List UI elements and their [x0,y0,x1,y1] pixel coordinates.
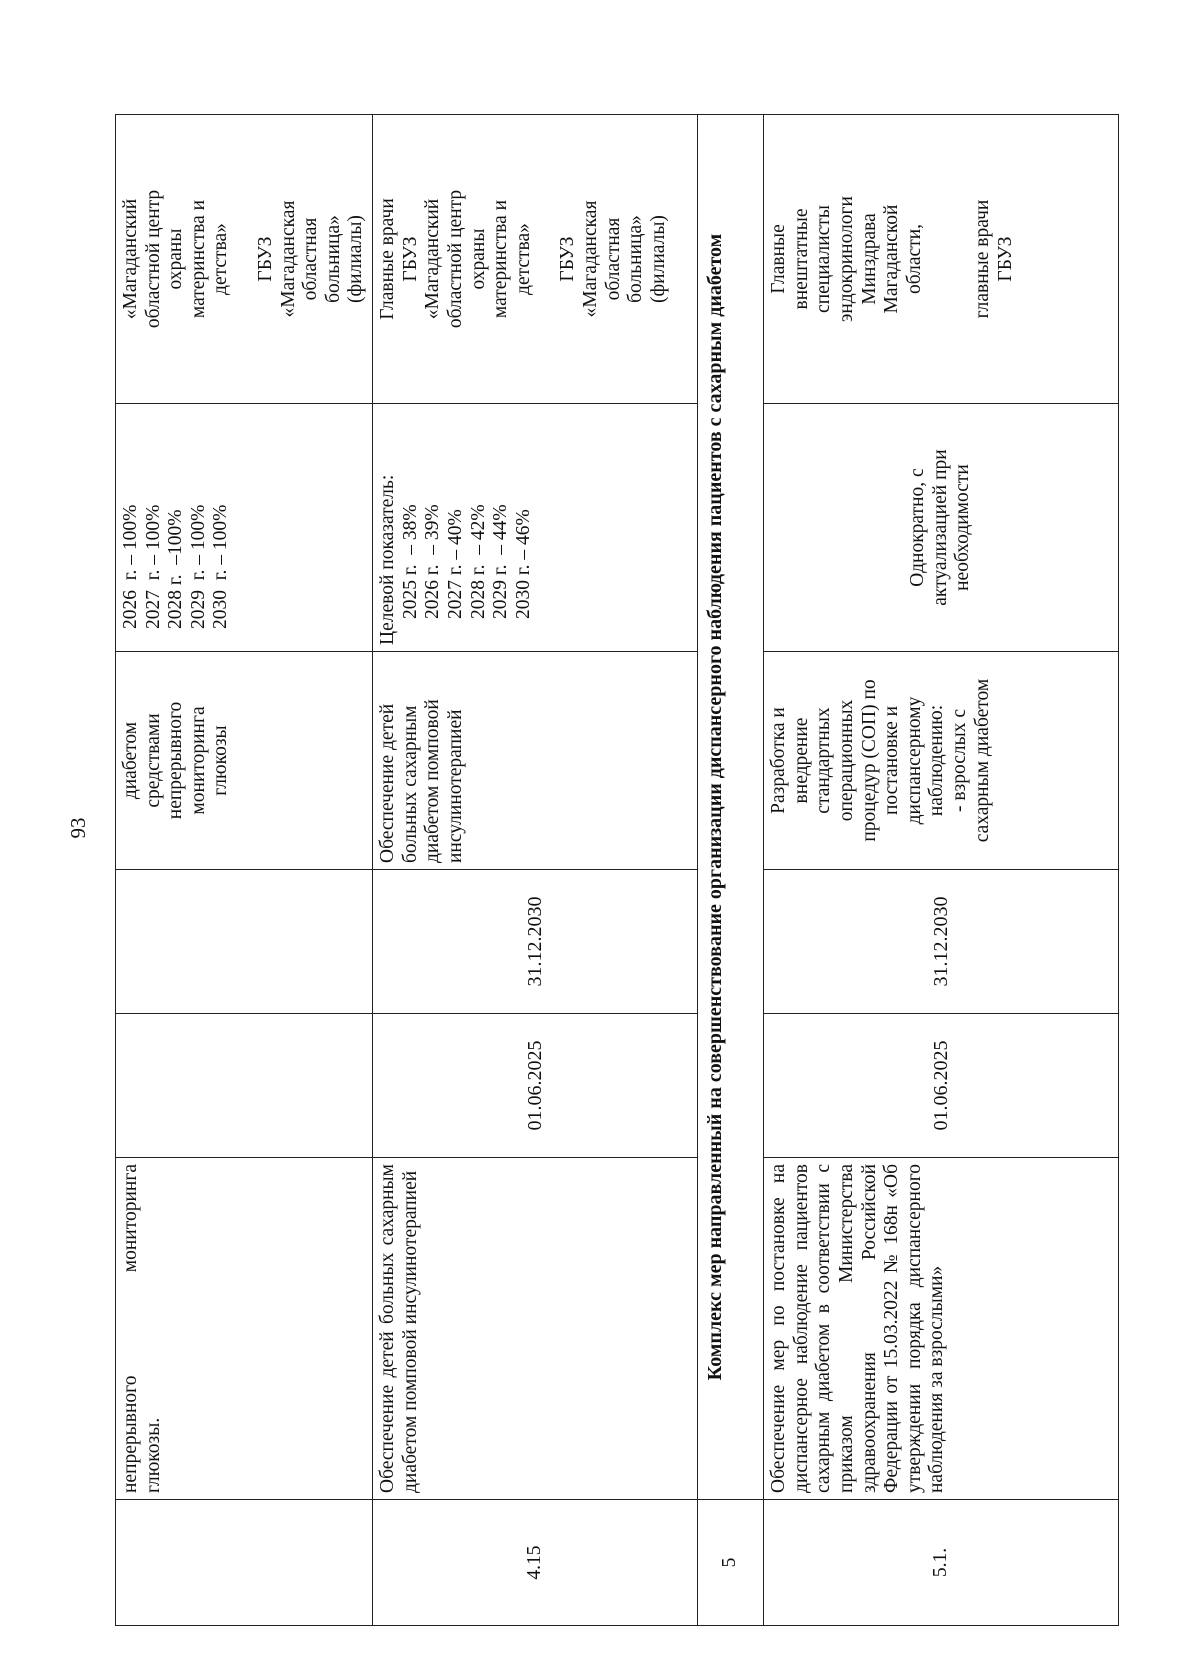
target-line: 2028 г. – 42% [467,504,489,619]
target-line: 2030 г. – 46% [512,509,534,619]
responsible-line: детства» [210,223,232,295]
responsible-line: ГБУЗ [557,236,579,282]
document-table-frame [115,115,1059,1626]
responsible-line: ГБУЗ [399,236,421,282]
spacer [233,121,255,397]
responsible-line: Минздрава [858,213,880,305]
expected-result: Разработка и внедрение стандартных операционных процедур (СОП) по постановке и диспансерному наблюдению: - взрослых с сахарным диабетом [764,652,1119,870]
responsible-line: областная [300,217,322,301]
target-line: 2027 г. – 40% [444,509,466,619]
responsible-line: Главные врачи [377,198,399,320]
responsible-line: ГБУЗ [255,236,277,282]
page-number: 93 [66,817,90,839]
start-date: 01.06.2025 [764,1014,1119,1158]
measure-name: Обеспечение мер по постановке на диспансерное наблюдение пациентов сахарным диабетом в соответствии с приказом Министерства здравоохранения Российской Федерации от 15.03.2022 № 168н «Об утверждении порядка диспансерного наблюдения за взрослыми» [764,1158,1119,1500]
responsible-line: охраны [165,228,187,290]
responsible-line: ГБУЗ [994,236,1016,282]
responsible-line: материнства и [187,199,209,319]
responsible-line: Главные [768,224,790,294]
end-date: 31.12.2030 [764,870,1119,1014]
target-cell [373,404,698,652]
responsible-line: (филиалы) [345,215,367,303]
start-date-cell [116,1014,373,1158]
target-line: 2030 г. – 100% [210,504,232,629]
responsible-line: больница» [625,215,647,303]
responsible-line: областной центр [142,189,164,329]
measure-name-part: непрерывного [120,1375,141,1493]
row-number: 4.15 [373,1500,698,1626]
row-number: 5.1. [764,1500,1119,1626]
responsible-line: больница» [322,215,344,303]
result-cell: диабетом средствами непрерывного мониторинга глюкозы [116,652,373,870]
end-date: 31.12.2030 [373,870,698,1014]
row-number-cell [116,1500,373,1626]
target-line: 2027 г. – 100% [142,504,164,629]
responsible-cell [116,115,373,404]
target-line: 2025 г. – 38% [399,504,421,619]
spacer [535,121,557,397]
target-cell: Однократно, с актуализацией при необходимости [764,404,1119,652]
responsible-cell [373,115,698,404]
expected-result: Обеспечение детей больных сахарным диабетом помповой инсулинотерапией [373,652,698,870]
responsible-line: области, [903,223,925,295]
responsible-line: «Магаданская [277,200,299,318]
target-line: 2029 г. – 100% [187,504,209,629]
responsible-line: «Магаданская [579,200,601,318]
responsible-line: областная [602,217,624,301]
target-line: 2026 г. – 39% [422,504,444,619]
responsible-line: детства» [512,223,534,295]
responsible-line: специалисты [813,205,835,313]
responsible-line: «Магаданский [422,198,444,320]
responsible-line: областной центр [444,189,466,329]
end-date-cell [116,870,373,1014]
measures-table [115,114,1119,1626]
measure-name-part: мониторинга [120,1164,141,1273]
responsible-line: «Магаданский [120,198,141,320]
measure-name-cell [116,1158,373,1500]
responsible-line: внештатные [790,208,812,310]
table-row-continuation [116,115,373,1626]
target-line: 2029 г. – 44% [490,504,512,619]
section-title: Комплекс мер направленный на совершенствование организации диспансерного наблюдения пациентов с сахарным диабетом [698,115,764,1500]
responsible-cell [764,115,1119,404]
section-number: 5 [698,1500,764,1626]
target-line: Целевой показатель: [377,474,399,645]
start-date: 01.06.2025 [373,1014,698,1158]
responsible-line: (филиалы) [647,215,669,303]
responsible-line: главные врачи [972,199,994,319]
responsible-line: материнства и [490,199,512,319]
table-row-section-5 [698,115,764,1626]
responsible-line: охраны [467,228,489,290]
measure-name: Обеспечение детей больных сахарным диабетом помповой инсулинотерапией [373,1158,698,1500]
responsible-line: Магаданской [881,204,903,314]
spacer [926,121,972,397]
measure-name-part: глюкозы. [142,1417,164,1493]
target-line: 2026 г. – 100% [120,504,141,629]
target-line: 2028 г. –100% [165,509,187,629]
responsible-line: эндокринологи [835,196,857,322]
table-row-5-1 [764,115,1119,1626]
table-row-4-15 [373,115,698,1626]
target-cell [116,404,373,652]
